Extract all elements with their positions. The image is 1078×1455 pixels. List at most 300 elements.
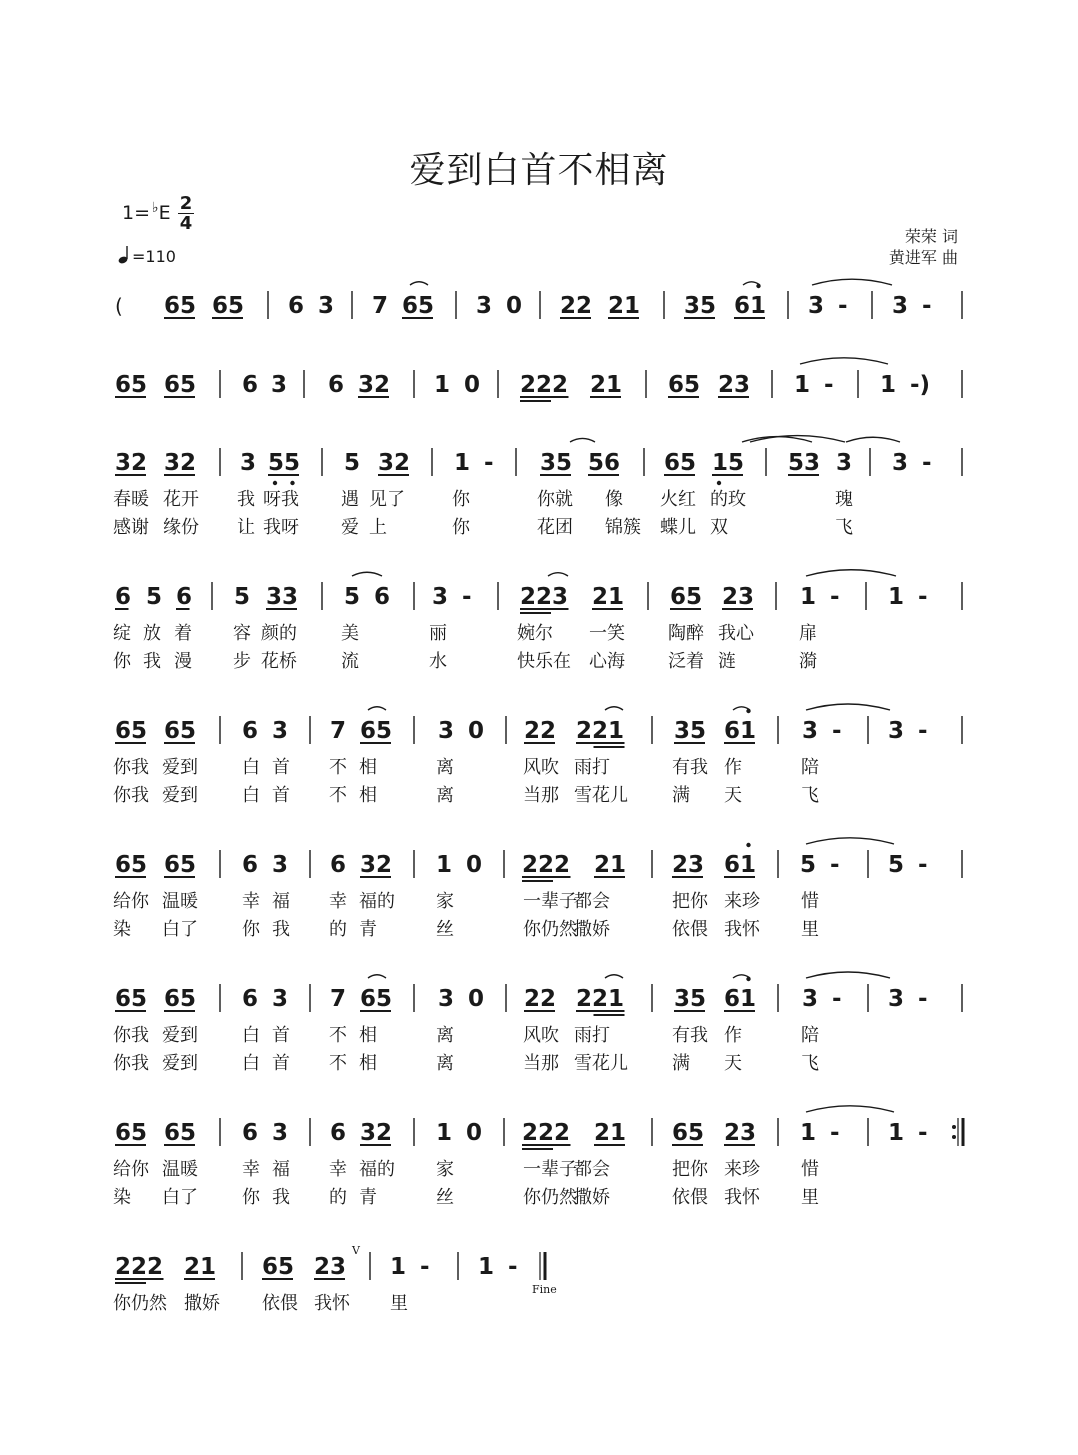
- lyric-word: 着: [174, 623, 192, 644]
- lyric-word: 爱到: [162, 1053, 198, 1074]
- note-group: 61: [724, 852, 757, 878]
- note-group: 22: [560, 293, 593, 319]
- extension-dash: -: [918, 1120, 928, 1146]
- octave-below-dot: [290, 481, 294, 485]
- key-one: 1: [122, 202, 135, 224]
- note-group: 55: [268, 450, 301, 476]
- breath-mark: V: [352, 1244, 360, 1257]
- note-group: 23: [314, 1254, 347, 1280]
- note-group: 3: [438, 718, 455, 744]
- note-group: 65: [115, 372, 148, 398]
- note-group: 32: [358, 372, 391, 398]
- lyric-word: 花桥: [261, 651, 297, 672]
- lyric-word: 花团: [537, 517, 573, 538]
- lyric-word: 白: [242, 785, 260, 806]
- lyric-word: 你仍然: [523, 919, 577, 940]
- note-group: 32: [360, 852, 393, 878]
- lyric-word: 家: [436, 891, 454, 912]
- lyric-word: 首: [272, 785, 290, 806]
- note-group: 0: [464, 372, 481, 398]
- note-group: 65: [164, 986, 197, 1012]
- lyric-word: 泛着: [668, 651, 704, 672]
- note-group: 7: [330, 986, 347, 1012]
- composer: 黄进军 曲: [888, 248, 958, 267]
- slur: [368, 707, 386, 710]
- note-group: 21: [184, 1254, 217, 1280]
- extension-dash: -: [462, 584, 472, 610]
- note-group: 15: [712, 450, 745, 476]
- note-group: 0: [468, 718, 485, 744]
- lyric-word: 爱: [341, 517, 359, 538]
- note-group: 222: [522, 1120, 571, 1146]
- lyric-word: 绽: [113, 623, 131, 644]
- note-group: 21: [592, 584, 625, 610]
- note-group: 3: [892, 450, 909, 476]
- slur: [806, 570, 896, 576]
- lyric-word: 离: [436, 757, 454, 778]
- note-group: 1: [800, 1120, 817, 1146]
- lyric-word: 首: [272, 1025, 290, 1046]
- lyric-word: 你: [452, 517, 470, 538]
- note-group: 21: [590, 372, 623, 398]
- lyric-word: 来珍: [724, 1159, 760, 1180]
- note-group: 65: [164, 852, 197, 878]
- note-group: 3: [808, 293, 825, 319]
- lyric-word: 我: [272, 1187, 290, 1208]
- lyric-word: 陪: [801, 757, 819, 778]
- lyric-word: 白了: [162, 1187, 198, 1208]
- lyric-word: 步: [233, 651, 251, 672]
- lyric-word: 相: [359, 757, 377, 778]
- note-group: 32: [164, 450, 197, 476]
- lyric-word: 幸: [329, 891, 347, 912]
- note-group: 65: [212, 293, 245, 319]
- note-group: 61: [724, 986, 757, 1012]
- note-group: 5: [234, 584, 251, 610]
- note-group: 5: [146, 584, 163, 610]
- note-group: 3: [318, 293, 335, 319]
- extension-dash: -: [830, 1120, 840, 1146]
- lyric-word: 依偎: [672, 1187, 708, 1208]
- note-group: 6: [115, 584, 132, 610]
- note-group: 0: [506, 293, 523, 319]
- lyric-word: 给你: [113, 1159, 149, 1180]
- lyric-word: 我呀: [263, 517, 299, 538]
- note-group: 0: [466, 1120, 483, 1146]
- lyric-word: 一辈子: [523, 1159, 577, 1180]
- song-title: 爱到白首不相离: [409, 150, 669, 191]
- lyric-word: 见了: [369, 489, 405, 510]
- lyric-word: 一辈子: [523, 891, 577, 912]
- lyric-word: 作: [724, 757, 742, 778]
- lyric-word: 你就: [537, 489, 573, 510]
- note-group: 221: [576, 718, 625, 744]
- note-group: 3: [240, 450, 257, 476]
- lyric-word: 你我: [113, 785, 149, 806]
- lyric-word: 幸: [329, 1159, 347, 1180]
- meter-top: 2: [179, 193, 193, 214]
- note-group: 21: [608, 293, 641, 319]
- lyric-word: 丝: [436, 1187, 454, 1208]
- lyric-word: 爱到: [162, 785, 198, 806]
- lyric-word: 快乐在: [517, 651, 571, 672]
- note-group: 3: [272, 852, 289, 878]
- lyric-word: 呀我: [263, 489, 299, 510]
- lyric-word: 你: [242, 919, 260, 940]
- lyric-word: 爱到: [162, 1025, 198, 1046]
- extension-dash: -: [830, 584, 840, 610]
- extension-dash: -: [832, 718, 842, 744]
- note-group: 3: [888, 986, 905, 1012]
- note-group: 22: [524, 718, 557, 744]
- note-group: 65: [668, 372, 701, 398]
- lyric-word: 白: [242, 1025, 260, 1046]
- note-group: 3: [836, 450, 853, 476]
- lyric-word: 不: [329, 1053, 347, 1074]
- lyric-word: 瑰: [835, 489, 853, 510]
- lyric-word: 离: [436, 785, 454, 806]
- note-group: 65: [115, 1120, 148, 1146]
- note-group: 3: [272, 1120, 289, 1146]
- note-group: 23: [722, 584, 755, 610]
- lyric-word: 里: [801, 919, 819, 940]
- lyric-word: 温暖: [162, 1159, 198, 1180]
- lyric-word: 我: [272, 919, 290, 940]
- note-group: 3: [802, 986, 819, 1012]
- extension-dash: -: [832, 986, 842, 1012]
- lyric-word: 婉尔: [517, 623, 553, 644]
- slur: [605, 707, 623, 710]
- note-group: 6: [176, 584, 193, 610]
- lyric-word: 幸: [242, 1159, 260, 1180]
- lyric-word: 不: [329, 785, 347, 806]
- lyric-word: 给你: [113, 891, 149, 912]
- lyric-word: 作: [724, 1025, 742, 1046]
- tempo-value: 110: [145, 247, 176, 266]
- lyric-word: 放: [143, 623, 161, 644]
- note-group: 0: [468, 986, 485, 1012]
- lyric-word: 都会: [574, 891, 610, 912]
- extension-dash: -: [918, 718, 928, 744]
- lyric-word: 的玫: [710, 489, 746, 510]
- lyric-word: 雨打: [574, 1025, 610, 1046]
- note-group: 23: [718, 372, 751, 398]
- fine-mark: Fine: [532, 1283, 557, 1296]
- note-group: 1: [454, 450, 471, 476]
- key-equals: =: [134, 202, 151, 224]
- note-group: 65: [670, 584, 703, 610]
- note-group: 23: [724, 1120, 757, 1146]
- slur: [806, 1106, 894, 1112]
- meter-bottom: 4: [179, 213, 193, 234]
- slur: [548, 573, 568, 576]
- note-group: 35: [540, 450, 573, 476]
- note-group: 6: [242, 986, 259, 1012]
- note-group: 65: [360, 718, 393, 744]
- tempo-equals: =: [132, 247, 146, 266]
- repeat-dot: [952, 1135, 956, 1139]
- note-group: 65: [164, 1120, 197, 1146]
- note-group: 32: [378, 450, 411, 476]
- extension-dash: -: [830, 852, 840, 878]
- note-group: 1: [434, 372, 451, 398]
- note-group: 65: [672, 1120, 705, 1146]
- lyric-word: 撒娇: [574, 1187, 610, 1208]
- lyric-word: 爱到: [162, 757, 198, 778]
- note-group: 61: [734, 293, 767, 319]
- lyric-word: 染: [113, 919, 131, 940]
- lyric-word: 惜: [801, 891, 819, 912]
- lyric-word: 你仍然: [113, 1293, 167, 1314]
- lyric-word: 丝: [436, 919, 454, 940]
- slur: [806, 838, 894, 844]
- note-group: 65: [164, 372, 197, 398]
- lyric-word: 上: [369, 517, 387, 538]
- note-group: 23: [672, 852, 705, 878]
- lyric-word: 我: [237, 489, 255, 510]
- note-group: 56: [588, 450, 621, 476]
- lyric-word: 不: [329, 757, 347, 778]
- lyric-word: 飞: [835, 517, 853, 538]
- note-group: 0: [466, 852, 483, 878]
- note-group: 7: [372, 293, 389, 319]
- slur: [812, 279, 892, 285]
- slur: [570, 438, 595, 442]
- note-group: 6: [242, 372, 259, 398]
- lyric-word: 流: [341, 651, 359, 672]
- slur: [352, 572, 382, 576]
- lyric-word: 飞: [801, 1053, 819, 1074]
- lyric-word: 涟: [718, 651, 736, 672]
- lyric-word: 双: [710, 517, 728, 538]
- note-group: 223: [520, 584, 569, 610]
- note-group: 5: [344, 584, 361, 610]
- note-group: 222: [522, 852, 571, 878]
- note-group: 6: [330, 1120, 347, 1146]
- note-group: 3: [432, 584, 449, 610]
- note-group: 1: [888, 584, 905, 610]
- lyric-word: 雪花儿: [574, 1053, 628, 1074]
- lyric-word: 锦簇: [605, 517, 641, 538]
- note-group: 3: [438, 986, 455, 1012]
- lyric-word: 幸: [242, 891, 260, 912]
- lyric-word: 来珍: [724, 891, 760, 912]
- note-group: 33: [266, 584, 299, 610]
- lyric-word: 的: [329, 1187, 347, 1208]
- note-group: 3: [802, 718, 819, 744]
- note-group: 3: [888, 718, 905, 744]
- lyric-word: 你: [113, 651, 131, 672]
- lyric-word: 里: [390, 1293, 408, 1314]
- lyric-word: 把你: [672, 1159, 708, 1180]
- lyric-word: 有我: [672, 1025, 708, 1046]
- lyric-word: 遇: [341, 489, 359, 510]
- lyric-word: 你我: [113, 1025, 149, 1046]
- note-group: 6: [330, 852, 347, 878]
- lyric-word: 福: [272, 891, 290, 912]
- note-group: 1: [478, 1254, 495, 1280]
- note-group: 1: [880, 372, 897, 398]
- lyric-word: 春暖: [113, 489, 149, 510]
- note-group: 35: [674, 986, 707, 1012]
- lyric-word: 一笑: [589, 623, 625, 644]
- slur: [368, 975, 386, 978]
- note-group: 221: [576, 986, 625, 1012]
- key-letter: E: [158, 202, 171, 224]
- note-group: 3: [892, 293, 909, 319]
- octave-above-dot: [746, 843, 750, 847]
- lyric-word: 风吹: [523, 757, 559, 778]
- slur: [605, 975, 623, 978]
- slur: [410, 282, 428, 285]
- note-group: 6: [288, 293, 305, 319]
- lyric-word: 我: [143, 651, 161, 672]
- note-group: 1: [390, 1254, 407, 1280]
- note-group: 65: [262, 1254, 295, 1280]
- lyric-word: 温暖: [162, 891, 198, 912]
- lyric-word: 飞: [801, 785, 819, 806]
- lyric-word: 你我: [113, 757, 149, 778]
- note-group: 1: [436, 1120, 453, 1146]
- extension-dash: -): [910, 372, 931, 398]
- lyric-word: 我怀: [314, 1293, 350, 1314]
- lyric-word: 相: [359, 1053, 377, 1074]
- note-group: 1: [888, 1120, 905, 1146]
- lyric-word: 离: [436, 1053, 454, 1074]
- lyric-word: 你: [452, 489, 470, 510]
- lyric-word: 离: [436, 1025, 454, 1046]
- lyric-word: 当那: [523, 785, 559, 806]
- octave-below-dot: [273, 481, 277, 485]
- lyric-word: 美: [341, 623, 359, 644]
- note-group: 65: [164, 718, 197, 744]
- lyric-word: 雨打: [574, 757, 610, 778]
- lyric-word: 漪: [799, 651, 817, 672]
- lyric-word: 依偎: [262, 1293, 298, 1314]
- lyric-word: 福的: [359, 891, 395, 912]
- note-group: (: [115, 294, 123, 318]
- lyric-word: 撒娇: [184, 1293, 220, 1314]
- extension-dash: -: [508, 1254, 518, 1280]
- note-group: 53: [788, 450, 821, 476]
- note-group: 222: [115, 1254, 164, 1280]
- note-group: 6: [328, 372, 345, 398]
- extension-dash: -: [918, 852, 928, 878]
- lyric-word: 首: [272, 757, 290, 778]
- lyric-word: 里: [801, 1187, 819, 1208]
- lyric-word: 天: [724, 1053, 742, 1074]
- repeat-dot: [952, 1125, 956, 1129]
- lyric-word: 福: [272, 1159, 290, 1180]
- lyric-word: 青: [359, 919, 377, 940]
- slur: [806, 972, 890, 978]
- extension-dash: -: [420, 1254, 430, 1280]
- lyric-word: 天: [724, 785, 742, 806]
- note-group: 65: [360, 986, 393, 1012]
- lyric-word: 把你: [672, 891, 708, 912]
- lyric-word: 丽: [429, 623, 447, 644]
- note-group: 1: [800, 584, 817, 610]
- note-group: 3: [272, 986, 289, 1012]
- note-group: 32: [360, 1120, 393, 1146]
- lyric-word: 蝶儿: [660, 517, 696, 538]
- lyric-word: 染: [113, 1187, 131, 1208]
- extension-dash: -: [824, 372, 834, 398]
- extension-dash: -: [918, 986, 928, 1012]
- note-group: 6: [242, 1120, 259, 1146]
- note-group: 65: [115, 718, 148, 744]
- lyric-word: 家: [436, 1159, 454, 1180]
- note-group: 3: [476, 293, 493, 319]
- lyric-word: 撒娇: [574, 919, 610, 940]
- lyric-word: 感谢: [113, 517, 149, 538]
- lyric-word: 容: [233, 623, 251, 644]
- note-group: 5: [800, 852, 817, 878]
- note-group: 65: [115, 986, 148, 1012]
- lyric-word: 我怀: [724, 1187, 760, 1208]
- extension-dash: -: [922, 293, 932, 319]
- lyric-word: 当那: [523, 1053, 559, 1074]
- lyric-word: 像: [605, 489, 623, 510]
- note-group: 6: [374, 584, 391, 610]
- note-group: 61: [724, 718, 757, 744]
- extension-dash: -: [922, 450, 932, 476]
- slur: [800, 358, 888, 364]
- note-group: 65: [115, 852, 148, 878]
- lyric-word: 漫: [174, 651, 192, 672]
- flat-icon: ♭: [152, 200, 159, 216]
- lyric-word: 青: [359, 1187, 377, 1208]
- slur: [846, 437, 900, 442]
- lyric-word: 相: [359, 1025, 377, 1046]
- lyric-word: 颜的: [261, 623, 297, 644]
- lyric-word: 有我: [672, 757, 708, 778]
- lyric-word: 你仍然: [523, 1187, 577, 1208]
- extension-dash: -: [838, 293, 848, 319]
- note-group: 6: [242, 852, 259, 878]
- note-group: 6: [242, 718, 259, 744]
- extension-dash: -: [918, 584, 928, 610]
- lyric-word: 火红: [660, 489, 696, 510]
- lyric-word: 我心: [718, 623, 754, 644]
- note-group: 1: [436, 852, 453, 878]
- note-group: 3: [272, 718, 289, 744]
- lyric-word: 雪花儿: [574, 785, 628, 806]
- lyricist: 荣荣 词: [904, 227, 958, 246]
- note-group: 7: [330, 718, 347, 744]
- note-group: 5: [344, 450, 361, 476]
- note-group: 21: [594, 1120, 627, 1146]
- note-group: 222: [520, 372, 569, 398]
- slur: [806, 704, 890, 710]
- lyric-word: 心海: [589, 651, 625, 672]
- lyric-word: 福的: [359, 1159, 395, 1180]
- lyric-word: 相: [359, 785, 377, 806]
- lyric-word: 陪: [801, 1025, 819, 1046]
- lyric-word: 让: [237, 517, 255, 538]
- lyric-word: 我怀: [724, 919, 760, 940]
- note-group: 3: [271, 372, 288, 398]
- lyric-word: 扉: [799, 623, 817, 644]
- lyric-word: 白: [242, 1053, 260, 1074]
- octave-below-dot: [717, 481, 721, 485]
- lyric-word: 你我: [113, 1053, 149, 1074]
- note-group: 21: [594, 852, 627, 878]
- lyric-word: 白了: [162, 919, 198, 940]
- lyric-word: 不: [329, 1025, 347, 1046]
- lyric-word: 满: [672, 1053, 690, 1074]
- lyric-word: 水: [429, 651, 447, 672]
